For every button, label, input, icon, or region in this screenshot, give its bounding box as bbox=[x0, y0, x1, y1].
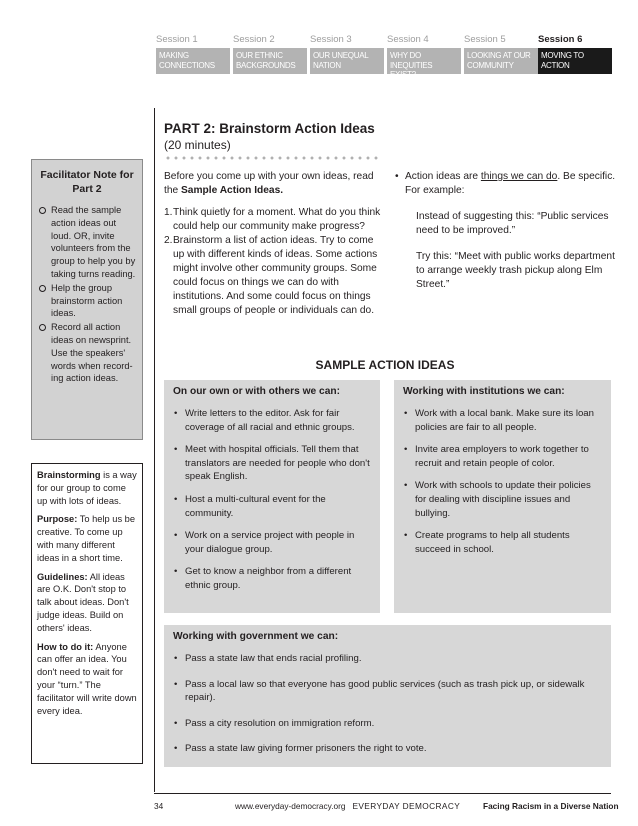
session-tab-1 bbox=[156, 34, 230, 74]
tip-bullet bbox=[394, 170, 618, 198]
session-number: Session 2 bbox=[233, 34, 275, 45]
list-item: • Create programs to help all students succeed in school. bbox=[403, 529, 602, 556]
list-item: • Pass a state law giving former prisoners the right to vote. bbox=[173, 742, 602, 756]
list-item: • Pass a state law that ends racial profiling. bbox=[173, 652, 602, 666]
panel-institutions bbox=[394, 380, 611, 613]
session-title: WHY DO INEQUITIES EXIST? bbox=[387, 48, 461, 74]
definition-brainstorming bbox=[37, 469, 137, 507]
definition-text: Anyone can offer an idea. You don't need to wait for your “turn.” The facilitator will write down every idea. bbox=[37, 641, 137, 716]
definition-term: Purpose: bbox=[37, 514, 78, 525]
brainstorming-definition-box bbox=[31, 463, 143, 764]
panel-title: On our own or with others we can: bbox=[173, 386, 340, 397]
tip-column bbox=[394, 170, 618, 292]
intro-paragraph bbox=[164, 170, 386, 198]
list-item: • Get to know a neighbor from a different ethnic group. bbox=[173, 565, 371, 592]
steps-list bbox=[164, 206, 386, 318]
list-item: • Work with a local bank. Make sure its loan policies are fair to all people. bbox=[403, 407, 602, 434]
list-item: • Meet with hospital officials. Tell them that translators are needed for people who don't speak English. bbox=[173, 443, 371, 484]
list-item: • Work on a service project with people in your dialogue group. bbox=[173, 529, 371, 556]
footer-org: EVERYDAY DEMOCRACY bbox=[352, 801, 461, 811]
footer-url-text: www.everyday-democracy.org bbox=[235, 801, 346, 811]
session-tab-5 bbox=[464, 34, 538, 74]
definition-guidelines bbox=[37, 571, 137, 635]
step-number: 2. bbox=[164, 235, 173, 246]
footer-url bbox=[235, 801, 460, 811]
tip-after: . Be specific. For example: bbox=[405, 171, 616, 196]
facilitator-note bbox=[31, 159, 143, 440]
session-number: Session 5 bbox=[464, 34, 506, 45]
footer-rule bbox=[154, 793, 611, 794]
list-item: Read the sample action ideas out loud. OR, invite volunteers from the group to help you by taking turns reading. bbox=[38, 204, 136, 281]
footer-book-title: Facing Racism in a Diverse Nation bbox=[483, 801, 619, 811]
page-number: 34 bbox=[154, 801, 164, 811]
instructions-column bbox=[164, 170, 386, 318]
list-item: Help the group brainstorm action ideas. bbox=[38, 282, 136, 320]
session-tab-2 bbox=[233, 34, 307, 74]
step-text: Brainstorm a list of action ideas. Try to come up with different kinds of ideas. Some actions might involve other community groups. Some could focus on things we can do with institutions. And some could focus on things small groups of people or individuals can do. bbox=[173, 235, 378, 316]
tip-try: Try this: “Meet with public works department to arrange weekly trash pickup along Elm Street.” bbox=[416, 251, 615, 290]
session-number: Session 6 bbox=[538, 34, 583, 45]
list-item: • Work with schools to update their policies for dealing with discipline issues and bullying. bbox=[403, 479, 602, 520]
panel-title: Working with government we can: bbox=[173, 631, 339, 642]
definition-term: Brainstorming bbox=[37, 470, 101, 480]
vertical-divider bbox=[154, 108, 155, 792]
session-title: OUR ETHNIC BACKGROUNDS bbox=[233, 48, 307, 74]
panel-title: Working with institutions we can: bbox=[403, 386, 565, 397]
panel-list bbox=[173, 407, 371, 593]
step-number: 1. bbox=[164, 207, 173, 218]
list-item: • Invite area employers to work together to recruit and retain people of color. bbox=[403, 443, 602, 470]
list-item: • Pass a local law so that everyone has good public services (such as trash pick up, or sidewalk repair). bbox=[173, 678, 602, 705]
list-item: • Host a multi-cultural event for the community. bbox=[173, 493, 371, 520]
session-number: Session 1 bbox=[156, 34, 198, 45]
intro-lead: Before you come up with your own ideas, read the bbox=[164, 171, 374, 196]
session-tab-6 bbox=[538, 34, 612, 74]
definition-text: To help us be creative. To come up with many different ideas in a short time. bbox=[37, 514, 136, 563]
definition-text: is a way for our group to come up with lots of ideas. bbox=[37, 470, 137, 506]
part-duration: (20 minutes) bbox=[164, 138, 231, 152]
session-tab-4 bbox=[387, 34, 461, 79]
list-item: • Write letters to the editor. Ask for fair coverage of all racial and ethnic groups. bbox=[173, 407, 371, 434]
session-title: LOOKING AT OUR COMMUNITY bbox=[464, 48, 538, 74]
list-item: • Pass a city resolution on immigration reform. bbox=[173, 717, 602, 731]
session-title: MOVING TO ACTION bbox=[538, 48, 612, 74]
definition-text: All ideas are O.K. Don't stop to talk about ideas. Don't judge ideas. Build on others' ideas. bbox=[37, 571, 129, 633]
definition-term: Guidelines: bbox=[37, 571, 88, 582]
step-text: Think quietly for a moment. What do you think could help our community make progress? bbox=[173, 207, 381, 232]
definition-term: How to do it: bbox=[37, 641, 94, 652]
sample-ideas-title: SAMPLE ACTION IDEAS bbox=[315, 358, 455, 372]
facilitator-note-list bbox=[38, 204, 136, 385]
part-title: PART 2: Brainstorm Action Ideas bbox=[164, 121, 375, 136]
step-item bbox=[164, 206, 386, 234]
panel-list bbox=[403, 407, 602, 556]
session-title: OUR UNEQUAL NATION bbox=[310, 48, 384, 74]
definition-purpose bbox=[37, 513, 137, 564]
session-title: MAKING CONNECTIONS bbox=[156, 48, 230, 74]
definition-how-to bbox=[37, 641, 137, 718]
tip-before: Action ideas are bbox=[405, 171, 481, 182]
dotted-divider bbox=[164, 156, 380, 160]
session-tab-3 bbox=[310, 34, 384, 74]
session-number: Session 4 bbox=[387, 34, 429, 45]
facilitator-note-title: Facilitator Note for Part 2 bbox=[40, 169, 134, 195]
panel-own-or-others bbox=[164, 380, 380, 613]
list-item: Record all action ideas on newsprint. Use the speakers' words when record-ing action ideas. bbox=[38, 321, 136, 385]
tip-instead: Instead of suggesting this: “Public services need to be improved.” bbox=[416, 211, 609, 236]
panel-government bbox=[164, 625, 611, 767]
panel-list bbox=[173, 652, 602, 756]
session-number: Session 3 bbox=[310, 34, 352, 45]
tip-underlined: things we can do bbox=[480, 171, 558, 182]
step-item bbox=[164, 234, 386, 318]
intro-lead-bold: Sample Action Ideas. bbox=[181, 185, 284, 196]
